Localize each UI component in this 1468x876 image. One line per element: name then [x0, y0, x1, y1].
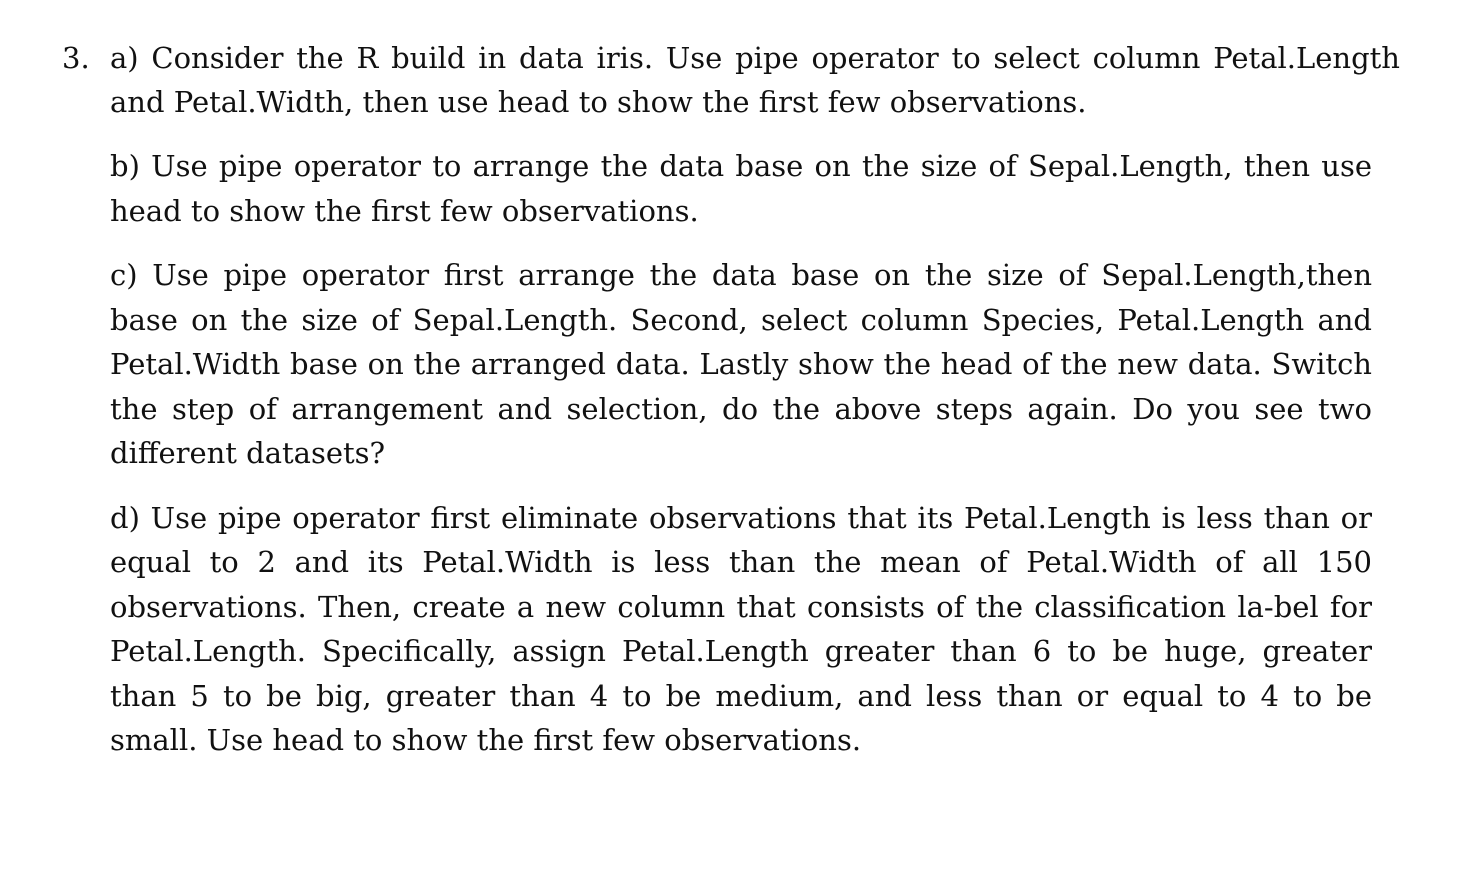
- part-c-text: c) Use pipe operator first arrange the data base on the size of Sepal.Length,then base on the size of Sepal.Length. Second, select column Species, Petal.Length and Petal.Width base on the arranged data. Lastly show the head of the new data. Switch the step of arrangement and selection, do the above steps again. Do you see two different datasets?: [110, 258, 1372, 470]
- part-a-text: a) Consider the R build in data iris. Use pipe operator to select column Petal.Length and Petal.Width, then use head to show the first few observations.: [110, 41, 1400, 119]
- problem-content: [110, 36, 1400, 763]
- part-b-text: b) Use pipe operator to arrange the data base on the size of Sepal.Length, then use head to show the first few observations.: [110, 149, 1372, 228]
- problem-number: 3.: [62, 41, 90, 75]
- part-d-text: d) Use pipe operator first eliminate observations that its Petal.Length is less than or equal to 2 and its Petal.Width is less than the mean of Petal.Width of all 150 observations. Then, create a new column that consists of the classification la-bel for Petal.Length. Specifically, assign Petal.Length greater than 6 to be huge, greater than 5 to be big, greater than 4 to be medium, and less than or equal to 4 to be small. Use head to show the first few observations.: [110, 500, 1372, 757]
